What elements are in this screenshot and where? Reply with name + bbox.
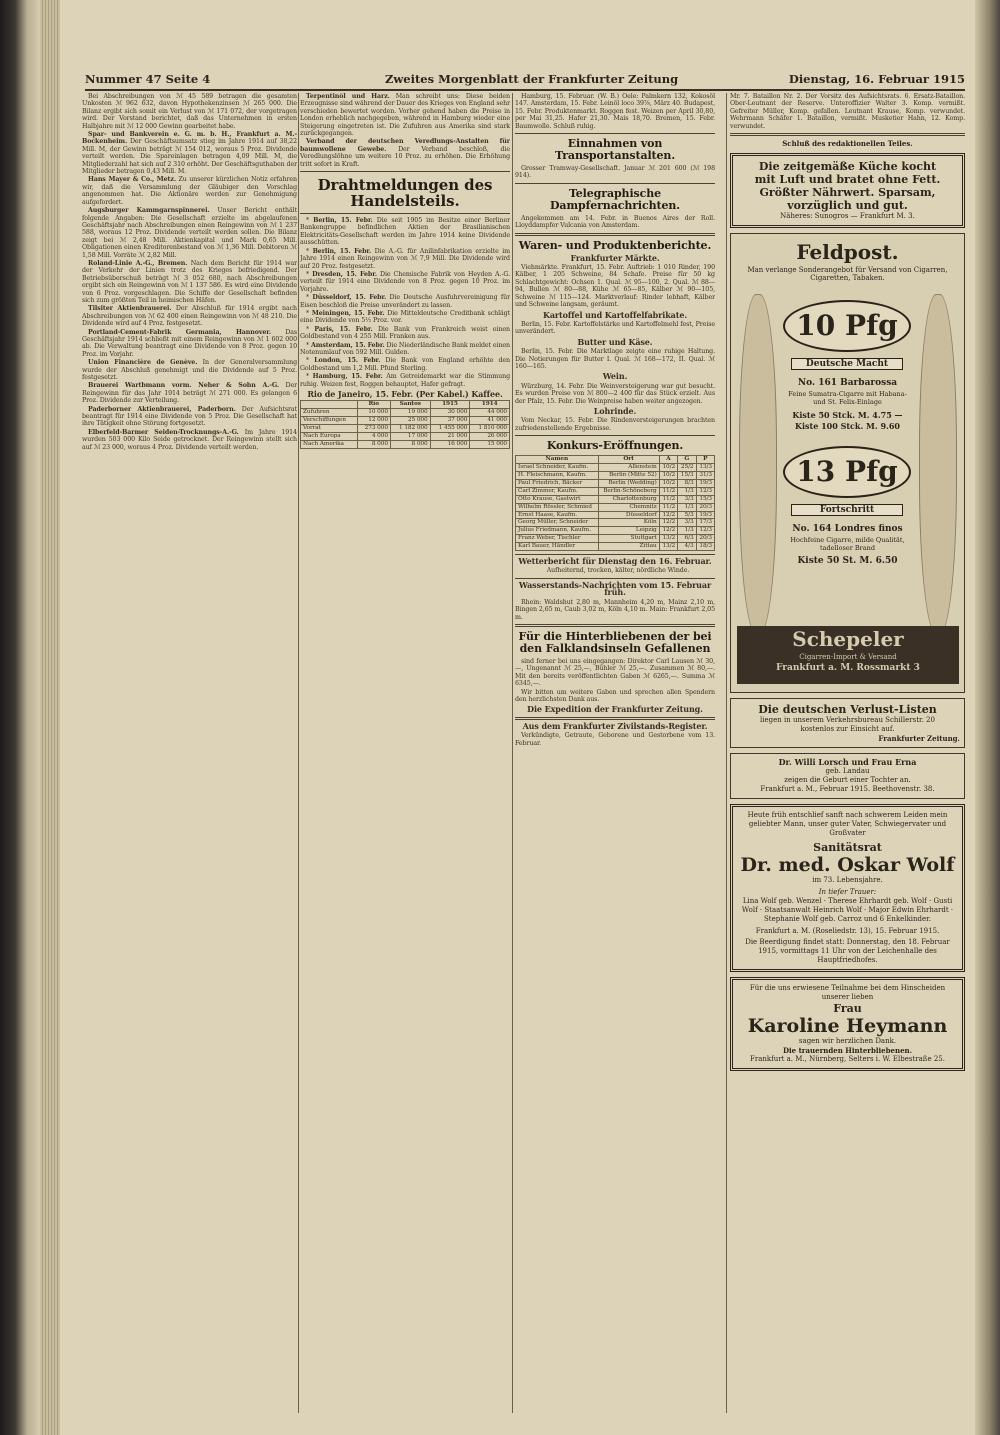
table-cell: 20/3 — [696, 503, 714, 511]
table-cell: 273 000 — [357, 425, 390, 433]
table-cell: Zufuhren — [301, 409, 358, 417]
wire-item: * Berlin, 15. Febr. Die seit 1905 im Besitze einer Berliner Bankengruppe befindlichen Aktien der Brasilianischen Elektricitäts-Gesellschaft werden im Jahre 1914 keine Dividende ausschütten. — [300, 217, 510, 247]
ad-text: Die zeitgemäße Küche kocht — [758, 160, 937, 174]
table-cell: Stuttgart — [598, 535, 659, 543]
table-cell: 20/3 — [696, 535, 714, 543]
table-row — [301, 433, 510, 441]
article-text: Im Jahre 1914 wurden 503 000 Kilo Seide getrocknet. Der Reingewinn stellt sich auf ℳ 23 000, woraus 4 Proz. Dividende verteilt werden. — [82, 428, 297, 451]
table-cell: 8 000 — [390, 440, 430, 448]
product-description: Feine Sumatra-Cigarre mit Habana- und St. Felix-Einlage — [788, 390, 907, 407]
article-text: Grosser Tramway-Gesellschaft. Januar ℳ 201 600 (ℳ 198 914). — [515, 165, 715, 180]
article-heading: Augsburger Kammgarnspinnerei. — [88, 207, 210, 215]
table-cell: 37 000 — [430, 417, 470, 425]
table-cell: Verschiffungen — [301, 417, 358, 425]
article-text: Viehmärkte. Frankfurt, 15. Febr. Auftrieb: 1 010 Rinder, 190 Kälber, 1 205 Schweine, 84 Schafe. Preise für 50 kg Schlachtgewicht: Ochsen 1. Qual. ℳ 95—100, 2. Qual. ℳ 88—94, Bullen ℳ 80—88, Kühe ℳ 65—85, Kälber ℳ 90—105, Schweine ℳ 115—124. Marktverlauf: Rinder lebhaft, Kälber und Schweine langsam, geräumt. — [515, 264, 715, 309]
brand-banner: Fortschritt — [791, 504, 903, 516]
section-heading: Telegraphische Dampfernachrichten. — [549, 186, 681, 212]
article-text: In der Generalversammlung wurde der Abschluß genehmigt und die Dividende auf 5 Proz. festgesetzt. — [82, 359, 297, 382]
table-cell: 19/3 — [696, 511, 714, 519]
masthead-title: Zweites Morgenblatt der Frankfurter Zeitung — [385, 72, 679, 86]
notice-text: Für die uns erwiesene Teilnahme bei dem Hinscheiden unserer lieben — [749, 984, 946, 1002]
obituary-funeral: Die Beerdigung findet statt: Donnerstag, den 18. Februar 1915, vormittags 11 Uhr von der Leichenhalle des Hauptfriedhofes. — [745, 938, 950, 965]
table-row — [301, 409, 510, 417]
table-cell: Leipzig — [598, 527, 659, 535]
page-date: Dienstag, 16. Februar 1915 — [788, 72, 965, 86]
wire-item-text: Die Chemische Fabrik von Heyden A.-G. verteilt für 1914 eine Dividende von 8 Proz. gegen 10 Proz. im Vorjahre. — [300, 270, 510, 293]
table-cell: 1 810 000 — [470, 425, 510, 433]
table-cell: 41 000 — [470, 417, 510, 425]
notice-name: Karoline Heymann — [747, 1015, 948, 1038]
notice-text: sagen wir herzlichen Dank. — [798, 1037, 897, 1046]
wire-item: * Amsterdam, 15. Febr. Die Niederländische Bank meldet einen Notenumlauf von 592 Mill. Gulden. — [300, 341, 510, 356]
section-heading: Drahtmeldungen des Handelsteils. — [317, 176, 493, 211]
table-row — [516, 464, 715, 472]
ad-text: Dr. Willi Lorsch und Frau Erna — [778, 757, 917, 768]
cigar-illustration — [919, 294, 957, 634]
notice-place: Frankfurt a. M., Nürnberg, Selters i. W. Elbestraße 25. — [750, 1055, 945, 1064]
table-header-cell: G — [678, 456, 696, 464]
table-cell: Nach Amerika — [301, 440, 358, 448]
section-heading: Konkurs-Eröffnungen. — [546, 439, 684, 453]
table-cell: 18/3 — [696, 543, 714, 551]
notice-title: Frau — [833, 1002, 862, 1016]
column-4 — [730, 93, 965, 1411]
wire-item: * Berlin, 15. Febr. Die A.-G. für Anilinfabrikation erzielte im Jahre 1914 einen Reingewinn von ℳ 7,9 Mill. Die Dividende wird auf 20 Proz. festgesetzt. — [300, 247, 510, 270]
signature: Die Expedition der Frankfurter Zeitung. — [527, 704, 703, 715]
table-cell: 12/3 — [696, 527, 714, 535]
table-cell: 6/3 — [678, 535, 696, 543]
table-row — [516, 472, 715, 480]
table-cell: 10 000 — [357, 409, 390, 417]
subsection-heading: Wein. — [602, 371, 628, 382]
table-cell: Karl Bauer, Händler — [516, 543, 599, 551]
table-row — [516, 519, 715, 527]
table-cell: 44 000 — [470, 409, 510, 417]
table-cell: 3/3 — [678, 495, 696, 503]
table-cell: Zittau — [598, 543, 659, 551]
ad-text: mit Luft und bratet ohne Fett. — [754, 173, 941, 187]
article-text: Verkündigte, Getraute, Geborene und Gestorbene vom 13. Februar. — [515, 732, 715, 747]
wire-item-dateline: Meiningen, 15. Febr. — [311, 309, 385, 317]
wire-item-dateline: Berlin, 15. Febr. — [313, 217, 373, 225]
wire-item: * London, 15. Febr. Die Bank von England erhöhte den Goldbestand um 1,2 Mill. Pfund Sterling. — [300, 357, 510, 372]
table-header-cell: 1915 — [430, 401, 470, 409]
article-text: Angekommen am 14. Febr. in Buenos Aires der Roll. Lloyddampfer Vulcania von Amsterdam. — [515, 214, 715, 230]
table-header-row — [301, 401, 510, 409]
column-divider — [512, 93, 513, 1413]
article-text: Vom Neckar, 15. Febr. Die Rindenversteigerungen brachten zufriedenstellende Ergebnisse. — [515, 417, 715, 432]
article-text: Der Abschluß für 1914 ergibt nach Abschreibungen von ℳ 62 400 einen Reingewinn von ℳ 48 210. Die Dividende wird auf 4 Proz. festgesetzt. — [82, 305, 297, 328]
table-cell: 11/2 — [659, 487, 677, 495]
article-heading: Hans Mayer & Co., Metz. — [88, 176, 176, 184]
birth-announcement — [730, 753, 965, 799]
cigar-illustration — [739, 294, 777, 634]
page-edge-shadow — [975, 0, 1000, 1435]
table-cell: 1/3 — [678, 527, 696, 535]
section-rule — [300, 171, 510, 172]
ad-text: Die deutschen Verlust-Listen — [758, 703, 937, 717]
article-text: Rhein: Waldshut 2,80 m, Mannheim 4,20 m, Mainz 2,10 m, Bingen 2,65 m, Caub 3,02 m, Köln 4,10 m. Main: Frankfurt 2,05 m. — [515, 598, 715, 621]
wire-item-dateline: Düsseldorf, 15. Febr. — [312, 294, 387, 302]
article-heading: Portland-Cement-Fabrik Germania, Hannover. — [88, 328, 272, 336]
table-cell: 15/3 — [678, 472, 696, 480]
wire-news-list — [300, 217, 510, 388]
article-text: Berlin, 15. Febr. Die Marktlage zeigte eine ruhige Haltung. Die Notierungen für Butter I. Qual. ℳ 168—172, II. Qual. ℳ 160—165. — [515, 348, 715, 370]
table-cell: 16 000 — [430, 440, 470, 448]
table-cell: 12/2 — [659, 527, 677, 535]
wire-item-dateline: Amsterdam, 15. Febr. — [311, 341, 385, 349]
section-heading: Aus dem Frankfurter Zivilstands-Register. — [522, 720, 708, 731]
obituary-mourners: Lina Wolf geb. Wenzel · Therese Ehrhardt geb. Wolf · Gusti Wolf · Staatsanwalt Heinrich Wolf · Major Edwin Ehrhardt · Stephanie Wolf geb. Carroz und 6 Enkelkinder. — [741, 897, 954, 924]
obituary-text: im 73. Lebensjahre. — [812, 876, 883, 885]
wire-item-dateline: Dresden, 15. Febr. — [312, 270, 377, 278]
header-rule — [85, 89, 965, 91]
table-cell: 3/3 — [678, 519, 696, 527]
table-cell: 1/3 — [678, 487, 696, 495]
ad-text: kostenlos zur Einsicht auf. — [800, 725, 895, 734]
table-cell: 1/3 — [678, 503, 696, 511]
article-text: Unser Bericht enthält folgende Angaben: Die Gesellschaft erzielte im abgelaufenen Geschäftsjahr nach Abschreibungen einen Reingewinn von ℳ 1 237 588, woraus 12 Proz. Dividende verteilt werden sollen. Die Bilanz zeigt bei ℳ 2,48 Mill. Aktienkapital und Mark 0,65 Mill. Obligationen einen Kreditorenbestand von ℳ 1,36 Mill. Debitoren ℳ 1,58 Mill. Vorräte ℳ 2,82 Mill. — [82, 207, 297, 259]
table-cell: 1 182 000 — [390, 425, 430, 433]
article-text: Zu unserer kürzlichen Notiz erfahren wir, daß die Versammlung der Gläubiger den Vorschlag angenommen hat. Die Aktionäre werden zur Genehmigung aufgefordert. — [82, 176, 297, 206]
table-cell: 10/2 — [659, 472, 677, 480]
ad-text: zeigen die Geburt einer Tochter an. — [784, 776, 911, 785]
table-cell: Otto Krause, Gastwirt — [516, 495, 599, 503]
retailer-banner — [737, 626, 959, 684]
obituary-text: In tiefer Trauer: — [818, 888, 877, 897]
section-rule — [730, 133, 965, 136]
retailer-address: Frankfurt a. M. Rossmarkt 3 — [776, 663, 920, 674]
table-header-cell: 1914 — [470, 401, 510, 409]
table-cell: 25 000 — [390, 417, 430, 425]
table-row — [516, 535, 715, 543]
subsection-heading: Butter und Käse. — [577, 336, 653, 347]
ad-text: Größter Nährwert. Sparsam, — [759, 186, 936, 200]
table-cell: Berlin (Wedding) — [598, 479, 659, 487]
table-cell: Düsseldorf — [598, 511, 659, 519]
obituary-text: Heute früh entschlief sanft nach schwerem Leiden mein geliebter Mann, unser guter Vater, Schwiegervater und Großvater — [747, 811, 948, 838]
article-text: Das Geschäftsjahr 1914 schließt mit einem Reingewinn von ℳ 1 602 000 ab. Die Verwaltung beantragt eine Dividende von 8 Proz. gegen 10 Proz. im Vorjahr. — [82, 328, 297, 358]
table-cell: 4/3 — [678, 543, 696, 551]
table-cell: 17/3 — [696, 519, 714, 527]
article-text: Der Aufsichtsrat beantragt für 1914 eine Dividende von 5 Proz. Die Gesellschaft hat ihre Tätigkeit ohne Störung fortgesetzt. — [82, 405, 297, 428]
article-heading: Brauerei Wartbmann vorm. Neher & Sohn A.-G. — [88, 382, 279, 390]
table-cell: 30 000 — [430, 409, 470, 417]
section-heading: Einnahmen von Transportanstalten. — [554, 137, 676, 163]
wire-item-dateline: Hamburg, 15. Febr. — [312, 373, 383, 381]
wire-item-dateline: London, 15. Febr. — [314, 357, 381, 365]
column-divider — [726, 93, 727, 1413]
table-cell: Charlottenburg — [598, 495, 659, 503]
section-rule — [515, 183, 715, 184]
table-cell: 11/2 — [659, 503, 677, 511]
table-row — [301, 440, 510, 448]
table-cell: Berlin-Schöneberg — [598, 487, 659, 495]
ad-text: vorzüglich und gut. — [787, 199, 908, 213]
wire-item: * Dresden, 15. Febr. Die Chemische Fabrik von Heyden A.-G. verteilt für 1914 eine Dividende von 8 Proz. gegen 10 Proz. im Vorjahre. — [300, 270, 510, 293]
table-row — [516, 511, 715, 519]
table-cell: Paul Friedrich, Bäcker — [516, 479, 599, 487]
article-text: Nach dem Bericht für 1914 war der Verkehr der Linien trotz des Krieges befriedigend. Der Betriebsüberschuß beträgt ℳ 3 052 680, nach Abschreibungen ergibt sich ein Reingewinn von ℳ 1 137 586. Es wird eine Dividende von 6 Proz. vorgeschlagen. Die Schiffe der Gesellschaft befinden sich zum größten Teil in heimischen Häfen. — [82, 259, 297, 304]
table-title: Rio de Janeiro, 15. Febr. (Per Kabel.) Kaffee. — [307, 389, 503, 399]
ad-text: Näheres: Sunogros — Frankfurt M. 3. — [780, 212, 915, 221]
table-cell: Georg Müller, Schneider — [516, 519, 599, 527]
section-rule — [515, 578, 715, 579]
page-edges — [40, 0, 62, 1435]
table-cell: Nach Europa — [301, 433, 358, 441]
table-cell: 31/3 — [696, 472, 714, 480]
product-price: Kiste 50 Stck. M. 4.75 — Kiste 100 Stck. M. 9.60 — [792, 410, 903, 432]
column-3 — [515, 93, 715, 1411]
table-cell: 12 000 — [357, 417, 390, 425]
wire-item: * Düsseldorf, 15. Febr. Die Deutsche Ausfuhrvereinigung für Eisen beschloß die Preise unverändert zu lassen. — [300, 294, 510, 309]
obituary — [730, 804, 965, 972]
table-cell: 12/2 — [659, 519, 677, 527]
article-text: Mr. 7. Bataillon Nr. 2. Der Vorsitz des Aufsichtsrats. 6. Ersatz-Bataillon. Ober-Leutnant der Reserve. Unteroffizier Walter 3. Komp. vermißt. Gefreiter Müller, Komp. gefallen. Leutnant Krause, Komp. verwundet. Wehrmann Schäfer 1. Bataillon, vermißt. Musketier Hahn, 12. Komp. verwundet. — [730, 93, 965, 130]
product-name: No. 161 Barbarossa — [797, 378, 898, 389]
article-text: Würzburg, 14. Febr. Die Weinversteigerung war gut besucht. Es wurden Preise von ℳ 800—2 400 für das Stück erzielt. Aus der Pfalz, 15. Febr. Die Weinpreise haben weiter angezogen. — [515, 382, 715, 405]
table-cell: 15/3 — [696, 495, 714, 503]
article-text: sind ferner bei uns eingegangen: Direktor Carl Lausen ℳ 30,—, Ungenannt ℳ 25,—, Bühler ℳ 25,—. Zusammen ℳ 80,—. Mit den bereits veröffentlichten Gaben ℳ 6265,—. Summa ℳ 6345,—. — [515, 657, 715, 688]
table-cell: Berlin (Mitte 52) — [598, 472, 659, 480]
table-header-row — [516, 456, 715, 464]
article-text: Berlin, 15. Febr. Kartoffelstärke und Kartoffelmehl fest, Preise unverändert. — [515, 320, 715, 336]
advertisement — [730, 698, 965, 748]
table-cell: Carl Zimmer, Kaufm. — [516, 487, 599, 495]
table-cell: Köln — [598, 519, 659, 527]
wire-item-text: Die A.-G. für Anilinfabrikation erzielte im Jahre 1914 einen Reingewinn von ℳ 7,9 Mill. Die Dividende wird auf 20 Proz. festgesetzt. — [300, 247, 510, 270]
article-text: Aufheiternd, trocken, kälter, nördliche Winde. — [546, 567, 690, 575]
wire-item-dateline: Paris, 15. Febr. — [314, 325, 373, 333]
product-description: Hochfeine Cigarre, milde Qualität, tadelloser Brand — [790, 536, 905, 553]
section-rule — [515, 554, 715, 555]
table-cell: 19 000 — [390, 409, 430, 417]
table-row — [516, 479, 715, 487]
wire-item-text: Die Mitteldeutsche Creditbank schlägt eine Dividende von 5½ Proz. vor. — [300, 309, 510, 325]
table-cell: 8/3 — [678, 479, 696, 487]
article-text: Der Verband beschloß, die Veredlungslöhne um weitere 10 Proz. zu erhöhen. Die Erhöhung tritt sofort in Kraft. — [300, 145, 510, 168]
table-cell: 21 000 — [430, 433, 470, 441]
table-cell: 19/3 — [696, 479, 714, 487]
column-2 — [300, 93, 510, 1411]
section-rule — [300, 213, 510, 214]
product-name: No. 164 Londres finos — [792, 524, 903, 535]
table-cell: Ernst Haase, Kaufm. — [516, 511, 599, 519]
editorial-end-note: Schluß des redaktionellen Teiles. — [782, 139, 913, 149]
table-header-cell: P — [696, 456, 714, 464]
running-head — [85, 72, 965, 88]
article-heading: Roland-Linie A.-G., Bremen. — [88, 259, 188, 267]
table-row — [516, 503, 715, 511]
table-header-cell: Rio — [357, 401, 390, 409]
wire-item-text: Die Niederländische Bank meldet einen Notenumlauf von 592 Mill. Gulden. — [300, 341, 510, 356]
cigar-advertisement — [730, 233, 965, 693]
table-row — [301, 417, 510, 425]
table-cell: 17 000 — [390, 433, 430, 441]
table-cell: 1 455 000 — [430, 425, 470, 433]
price-stamp: 13 Pfg — [783, 446, 911, 498]
article-text: Hamburg, 15. Februar. (W. B.) Oele: Palmkern 132, Kokosöl 147. Amsterdam, 15. Febr. Leinöl loco 39⅞, März 40. Budapest, 15. Febr. Produktenmarkt. Roggen fest. Weizen per April 30,80, per Mai 31,25. Hafer 21,30. Mais 18,70. Bremen, 15. Febr. Baumwolle. Schluß ruhig. — [515, 93, 715, 130]
ad-signature: Frankfurter Zeitung. — [878, 734, 960, 744]
product-price: Kiste 50 St. M. 6.50 — [797, 556, 898, 567]
price-stamp: 10 Pfg — [783, 300, 911, 352]
table-cell: H. Fleischmann, Kaufm. — [516, 472, 599, 480]
advertisement — [730, 153, 965, 228]
table-cell: 10/2 — [659, 464, 677, 472]
table-cell: Wilhelm Rössler, Schmied — [516, 503, 599, 511]
column-divider — [298, 93, 299, 1413]
subsection-heading: Lohrinde. — [593, 405, 637, 416]
ad-text: Frankfurt a. M., Februar 1915. Beethovenstr. 38. — [760, 785, 935, 794]
article-text: Man schreibt uns: Diese beiden Erzeugnisse sind während der Dauer des Krieges von England sehr verschieden bewertet worden. Vorher gehend haben die Preise in London erheblich nachgegeben, während in Hamburg wieder eine Steigerung eingetreten ist. Die Zufuhren aus Amerika sind stark zurückgegangen. — [300, 93, 510, 138]
table-header-cell — [301, 401, 358, 409]
table-row — [516, 543, 715, 551]
table-cell: Franz Weber, Tischler — [516, 535, 599, 543]
article-text: Der Geschäftsumsatz stieg im Jahre 1914 auf 38,22 Mill. M, der Gewinn beträgt ℳ 154 012, woraus 5 Proz. Dividende verteilt werden. Die Spareinlagen betragen 4,09 Mill. M, die Mitgliederzahl hat sich auf 2 310 erhöht. Der Geschäftsguthaben der Mitglieder betragen 0,43 Mill. M. — [82, 138, 297, 176]
wire-item-text: Die Deutsche Ausfuhrvereinigung für Eisen beschloß die Preise unverändert zu lassen. — [300, 294, 510, 309]
thanks-notice — [730, 977, 965, 1071]
section-rule — [515, 624, 715, 627]
article-heading: Union Financière de Genève. — [88, 359, 198, 367]
table-row — [516, 487, 715, 495]
wire-item-text: Die seit 1905 im Besitze einer Berliner Bankengruppe befindlichen Aktien der Brasilianischen Elektricitäts-Gesellschaft werden im Jahre 1914 keine Dividende ausschütten. — [300, 217, 510, 247]
article-heading: Verband der deutschen Veredlungs-Anstalten für baumwollene Gewebe. — [300, 138, 510, 153]
wire-item: * Meiningen, 15. Febr. Die Mitteldeutsche Creditbank schlägt eine Dividende von 5½ Proz. vor. — [300, 309, 510, 325]
subsection-heading: Frankfurter Märkte. — [570, 252, 660, 263]
section-rule — [515, 717, 715, 720]
table-cell: Julius Friedmann, Kaufm. — [516, 527, 599, 535]
article-text: Bei Abschreibungen von ℳ 45 589 betragen die gesamten Unkosten ℳ 962 632, davon Hypothekenzinsen ℳ 265 000. Die Bilanz ergibt sich somit ein Verlust von ℳ 171 072, der vorgetragen wird. Der Vorstand berichtet, daß das Unternehmen in ersten Halbjahre mit ℳ 12 000 Gewinn gearbeitet habe. — [82, 93, 297, 130]
table-cell: 5/3 — [678, 511, 696, 519]
table-cell: Israel Schneider, Kaufm. — [516, 464, 599, 472]
bankruptcy-table — [515, 455, 715, 551]
table-cell: 12/3 — [696, 487, 714, 495]
coffee-table — [300, 400, 510, 448]
section-heading: Wasserstands-Nachrichten vom 15. Februar früh. — [518, 579, 712, 598]
table-cell: 10/2 — [659, 479, 677, 487]
article-heading: Paderborner Aktienbrauerei, Paderborn. — [88, 405, 236, 413]
table-cell: 4 000 — [357, 433, 390, 441]
table-cell: 12/2 — [659, 511, 677, 519]
obituary-title: Sanitätsrat — [813, 841, 882, 855]
wire-item-dateline: Berlin, 15. Febr. — [312, 247, 372, 255]
section-rule — [515, 233, 715, 236]
newspaper-page — [60, 0, 975, 1435]
ad-title: Feldpost. — [796, 240, 899, 265]
table-cell: 13/2 — [659, 535, 677, 543]
table-cell: Chemnitz — [598, 503, 659, 511]
ad-text: liegen in unserem Verkehrsbureau Schillerstr. 20 — [760, 716, 935, 725]
retailer-name: Schepeler — [792, 627, 904, 652]
ad-text: geb. Landau — [825, 767, 870, 776]
column-1 — [82, 93, 297, 1411]
section-heading: Für die Hinterbliebenen der bei den Falklandsinseln Gefallenen — [518, 629, 712, 655]
wire-item-text: Die Bank von England erhöhte den Goldbestand um 1,2 Mill. Pfund Sterling. — [300, 357, 510, 372]
table-header-cell: A — [659, 456, 677, 464]
table-cell: 11/2 — [659, 495, 677, 503]
table-cell: 13/2 — [659, 543, 677, 551]
obituary-name: Dr. med. Oskar Wolf — [740, 854, 955, 877]
page-number: Nummer 47 Seite 4 — [85, 72, 211, 86]
retailer-tagline: Cigarren-Import & Versand — [799, 653, 897, 662]
table-row — [516, 527, 715, 535]
table-cell: 26 000 — [470, 433, 510, 441]
wire-item: * Hamburg, 15. Febr. Am Getreidemarkt war die Stimmung ruhig. Weizen fest, Roggen behauptet, Hafer gefragt. — [300, 373, 510, 388]
table-cell: 25/2 — [678, 464, 696, 472]
article-heading: Terpentinöl und Harz. — [306, 93, 390, 100]
article-text: Wir bitten um weitere Gaben und sprechen allen Spendern den herzlichsten Dank aus. — [515, 688, 715, 703]
subsection-heading: Kartoffel und Kartoffelfabrikate. — [542, 309, 688, 320]
table-cell: 8 000 — [357, 440, 390, 448]
article-heading: Tilsiter Aktienbrauerei. — [88, 305, 172, 313]
wire-item: * Paris, 15. Febr. Die Bank von Frankreich weist einen Goldbestand von 4 255 Mill. Franken aus. — [300, 325, 510, 341]
article-text: Der Reingewinn für das Jahr 1914 beträgt ℳ 271 000. Es gelangen 6 Proz. Dividende zur Verteilung. — [82, 382, 297, 405]
table-row — [301, 425, 510, 433]
table-header-cell: Santos — [390, 401, 430, 409]
section-rule — [515, 133, 715, 134]
table-cell: 15 000 — [470, 440, 510, 448]
ad-text: Man verlange Sonderangebot für Versand von Cigarren, Cigaretten, Tabaken. — [747, 266, 948, 283]
table-cell: Allenstein — [598, 464, 659, 472]
wire-item-text: Die Bank von Frankreich weist einen Goldbestand von 4 255 Mill. Franken aus. — [300, 325, 510, 341]
table-header-cell: Namen — [516, 456, 599, 464]
table-cell: 13/3 — [696, 464, 714, 472]
table-row — [516, 495, 715, 503]
table-header-cell: Ort — [598, 456, 659, 464]
notice-signature: Die trauernden Hinterbliebenen. — [782, 1046, 913, 1056]
section-heading: Waren- und Produktenberichte. — [518, 238, 712, 252]
obituary-place: Frankfurt a. M. (Roseliedstr. 13), 15. Februar 1915. — [755, 927, 940, 936]
article-heading: Elberfeld-Barmer Seiden-Trocknungs-A.-G. — [88, 428, 239, 436]
article-heading: Spar- und Bankverein e. G. m. b. H., Frankfurt a. M.-Bockenheim. — [82, 131, 297, 146]
section-rule — [515, 435, 715, 436]
table-cell: Vorrat — [301, 425, 358, 433]
section-heading: Wetterbericht für Dienstag den 16. Februar. — [518, 556, 712, 567]
brand-banner: Deutsche Macht — [791, 358, 903, 370]
wire-item-text: Am Getreidemarkt war die Stimmung ruhig. Weizen fest, Roggen behauptet, Hafer gefragt. — [300, 373, 510, 388]
